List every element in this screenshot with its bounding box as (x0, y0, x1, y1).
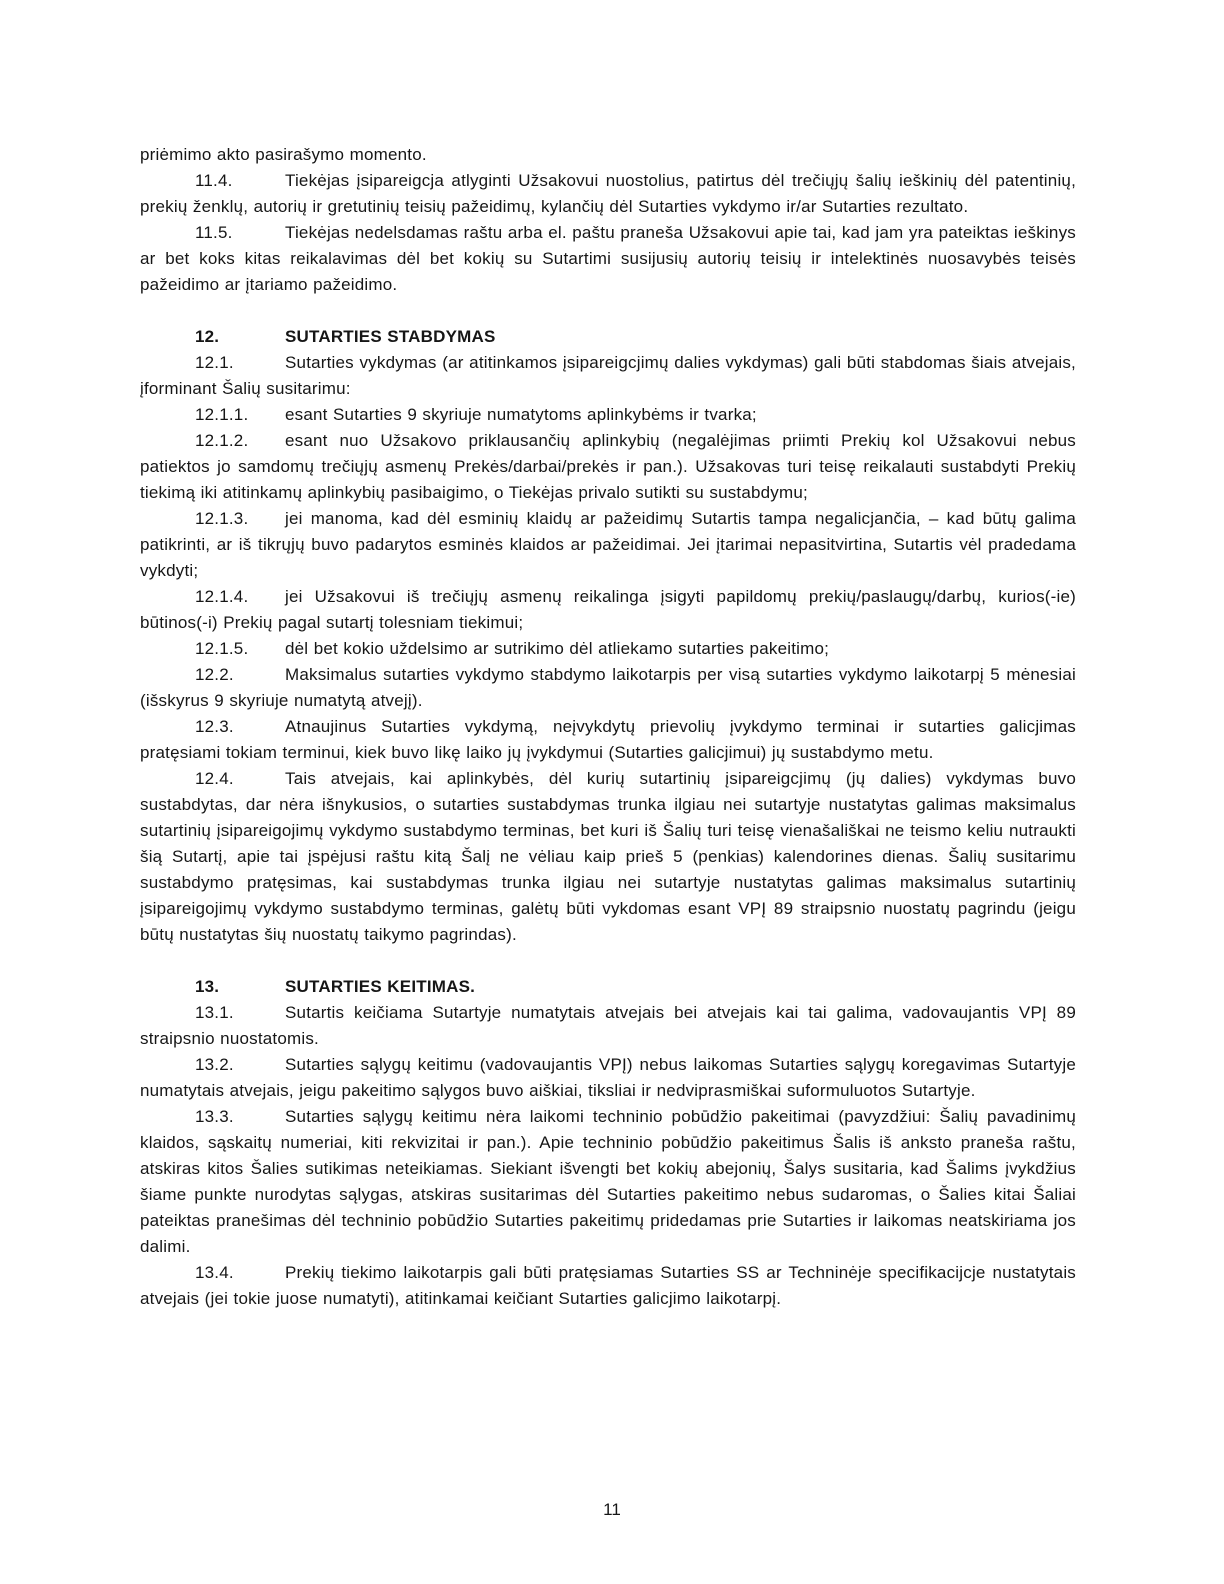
paragraph-number: 12.3. (195, 717, 234, 736)
paragraph-text: esant Sutarties 9 skyriuje numatytoms aplinkybėms ir tvarka; (285, 405, 757, 424)
paragraph (140, 168, 1076, 220)
paragraph (140, 766, 1076, 948)
paragraph-number: 11.4. (195, 171, 233, 190)
paragraph-text: SUTARTIES STABDYMAS (285, 327, 496, 346)
paragraph (140, 1260, 1076, 1312)
paragraph-text: jei manoma, kad dėl esminių klaidų ar pažeidimų Sutartis tampa negalicjančia, – kad būtų galima patikrinti, ar iš tikrųjų buvo padarytos esminės klaidos ar pažeidimai. Jei įtarimai nepasitvirtina, Sutartis vėl pradedama vykdyti; (140, 509, 1076, 580)
paragraph-text: dėl bet kokio uždelsimo ar sutrikimo dėl atliekamo sutarties pakeitimo; (285, 639, 830, 658)
section-heading (140, 324, 1076, 350)
paragraph-text: esant nuo Užsakovo priklausančių aplinkybių (negalėjimas priimti Prekių kol Užsakovui nebus patiektos jo samdomų trečiųjų asmenų Prekės/darbai/prekės ir pan.). Užsakovas turi teisę reikalauti sustabdyti Prekių tiekimą iki atitinkamų aplinkybių pasibaigimo, o Tiekėjas privalo sutikti su sustabdymu; (140, 431, 1076, 502)
paragraph-number: 13.4. (195, 1263, 234, 1282)
paragraph (140, 428, 1076, 506)
paragraph (140, 662, 1076, 714)
paragraph-number: 13. (195, 977, 220, 996)
paragraph-text: Tais atvejais, kai aplinkybės, dėl kurių sutartinių įsipareigcjimų (jų dalies) vykdymas buvo sustabdytas, dar nėra išnykusios, o sutarties sustabdymas trunka ilgiau nei sutartyje nustatytas galimas maksimalus sutartinių įsipareigojimų vykdymo sustabdymo terminas, bet kuri iš Šalių turi teisę vienašališkai ne teismo keliu nutraukti šią Sutartį, apie tai įspėjusi raštu kitą Šalį ne vėliau kaip prieš 5 (penkias) kalendorines dienas. Šalių susitarimu sustabdymo pratęsimas, kai sustabdymas trunka ilgiau nei sutartyje nustatytas galimas maksimalus sutartinių įsipareigojimų vykdymo sustabdymo terminas, galėtų būti vykdomas esant VPĮ 89 straipsnio nuostatų pagrindu (jeigu būtų nustatytas šių nuostatų taikymo pagrindas). (140, 769, 1076, 944)
paragraph-number: 12.1.5. (195, 639, 249, 658)
paragraph (140, 350, 1076, 402)
paragraph (140, 584, 1076, 636)
paragraph-text: Sutartis keičiama Sutartyje numatytais atvejais bei atvejais kai tai galima, vadovaujantis VPĮ 89 straipsnio nuostatomis. (140, 1003, 1076, 1048)
paragraph-text: Tiekėjas įsipareigcja atlyginti Užsakovui nuostolius, patirtus dėl trečiųjų šalių ieškinių dėl patentinių, prekių ženklų, autorių ir gretutinių teisių pažeidimų, kylančių dėl Sutarties vykdymo ir/ar Sutarties rezultato. (140, 171, 1076, 216)
document-body (140, 142, 1076, 1312)
paragraph-number: 13.3. (195, 1107, 234, 1126)
paragraph (140, 1000, 1076, 1052)
paragraph (140, 1052, 1076, 1104)
paragraph (140, 220, 1076, 298)
paragraph-number: 12.4. (195, 769, 234, 788)
paragraph-number: 12.1.1. (195, 405, 249, 424)
paragraph-text: SUTARTIES KEITIMAS. (285, 977, 476, 996)
paragraph-text: Atnaujinus Sutarties vykdymą, neįvykdytų prievolių įvykdymo terminai ir sutarties galicjimas pratęsiami tokiam terminui, kiek buvo likę laiko jų įvykdymui (Sutarties galicjimui) jų sustabdymo metu. (140, 717, 1076, 762)
paragraph-number: 12.2. (195, 665, 234, 684)
paragraph-number: 11.5. (195, 223, 233, 242)
paragraph-number: 13.2. (195, 1055, 234, 1074)
paragraph (140, 142, 1076, 168)
paragraph (140, 402, 1076, 428)
paragraph-text: Sutarties sąlygų keitimu nėra laikomi techninio pobūdžio pakeitimai (pavyzdžiui: Šalių pavadinimų klaidos, sąskaitų numeriai, kiti rekvizitai ir pan.). Apie techninio pobūdžio pakeitimus Šalis iš anksto praneša raštu, atskiras kitos Šalies sutikimas neteikiamas. Siekiant išvengti bet kokių abejonių, Šalys susitaria, kad Šalims įvykdžius šiame punkte nurodytas sąlygas, atskiras susitarimas dėl Sutarties pakeitimo nebus sudaromas, o Šalies kitai Šaliai pateiktas pranešimas dėl techninio pobūdžio Sutarties pakeitimų pridedamas prie Sutarties ir laikomas neatskiriama jos dalimi. (140, 1107, 1076, 1256)
paragraph-number: 12.1.3. (195, 509, 249, 528)
paragraph-number: 12.1.2. (195, 431, 249, 450)
paragraph (140, 636, 1076, 662)
paragraph-text: jei Užsakovui iš trečiųjų asmenų reikalinga įsigyti papildomų prekių/paslaugų/darbų, kurios(-ie) būtinos(-i) Prekių pagal sutartį tolesniam tiekimui; (140, 587, 1076, 632)
paragraph-number: 12. (195, 327, 220, 346)
paragraph (140, 714, 1076, 766)
page-number: 11 (603, 1500, 621, 1519)
paragraph-text: priėmimo akto pasirašymo momento. (140, 145, 427, 164)
section-heading (140, 974, 1076, 1000)
paragraph (140, 1104, 1076, 1260)
paragraph-text: Sutarties sąlygų keitimu (vadovaujantis VPĮ) nebus laikomas Sutarties sąlygų koregavimas Sutartyje numatytais atvejais, jeigu pakeitimo sąlygos buvo aiškiai, tiksliai ir nedviprasmiškai suformuluotos Sutartyje. (140, 1055, 1076, 1100)
paragraph-number: 13.1. (195, 1003, 234, 1022)
paragraph-text: Prekių tiekimo laikotarpis gali būti pratęsiamas Sutarties SS ar Techninėje specifikacijcje nustatytais atvejais (jei tokie juose numatyti), atitinkamai keičiant Sutarties galicjimo laikotarpį. (140, 1263, 1076, 1308)
paragraph-text: Tiekėjas nedelsdamas raštu arba el. paštu praneša Užsakovui apie tai, kad jam yra pateiktas ieškinys ar bet koks kitas reikalavimas dėl bet kokių su Sutartimi susijusių autorių teisių ir intelektinės nuosavybės teisės pažeidimo ar įtariamo pažeidimo. (140, 223, 1076, 294)
paragraph-number: 12.1. (195, 353, 234, 372)
paragraph-text: Sutarties vykdymas (ar atitinkamos įsipareigcjimų dalies vykdymas) gali būti stabdomas šiais atvejais, įforminant Šalių susitarimu: (140, 353, 1076, 398)
paragraph (140, 506, 1076, 584)
paragraph-text: Maksimalus sutarties vykdymo stabdymo laikotarpis per visą sutarties vykdymo laikotarpį 5 mėnesiai (išskyrus 9 skyriuje numatytą atvejį). (140, 665, 1076, 710)
paragraph-number: 12.1.4. (195, 587, 249, 606)
